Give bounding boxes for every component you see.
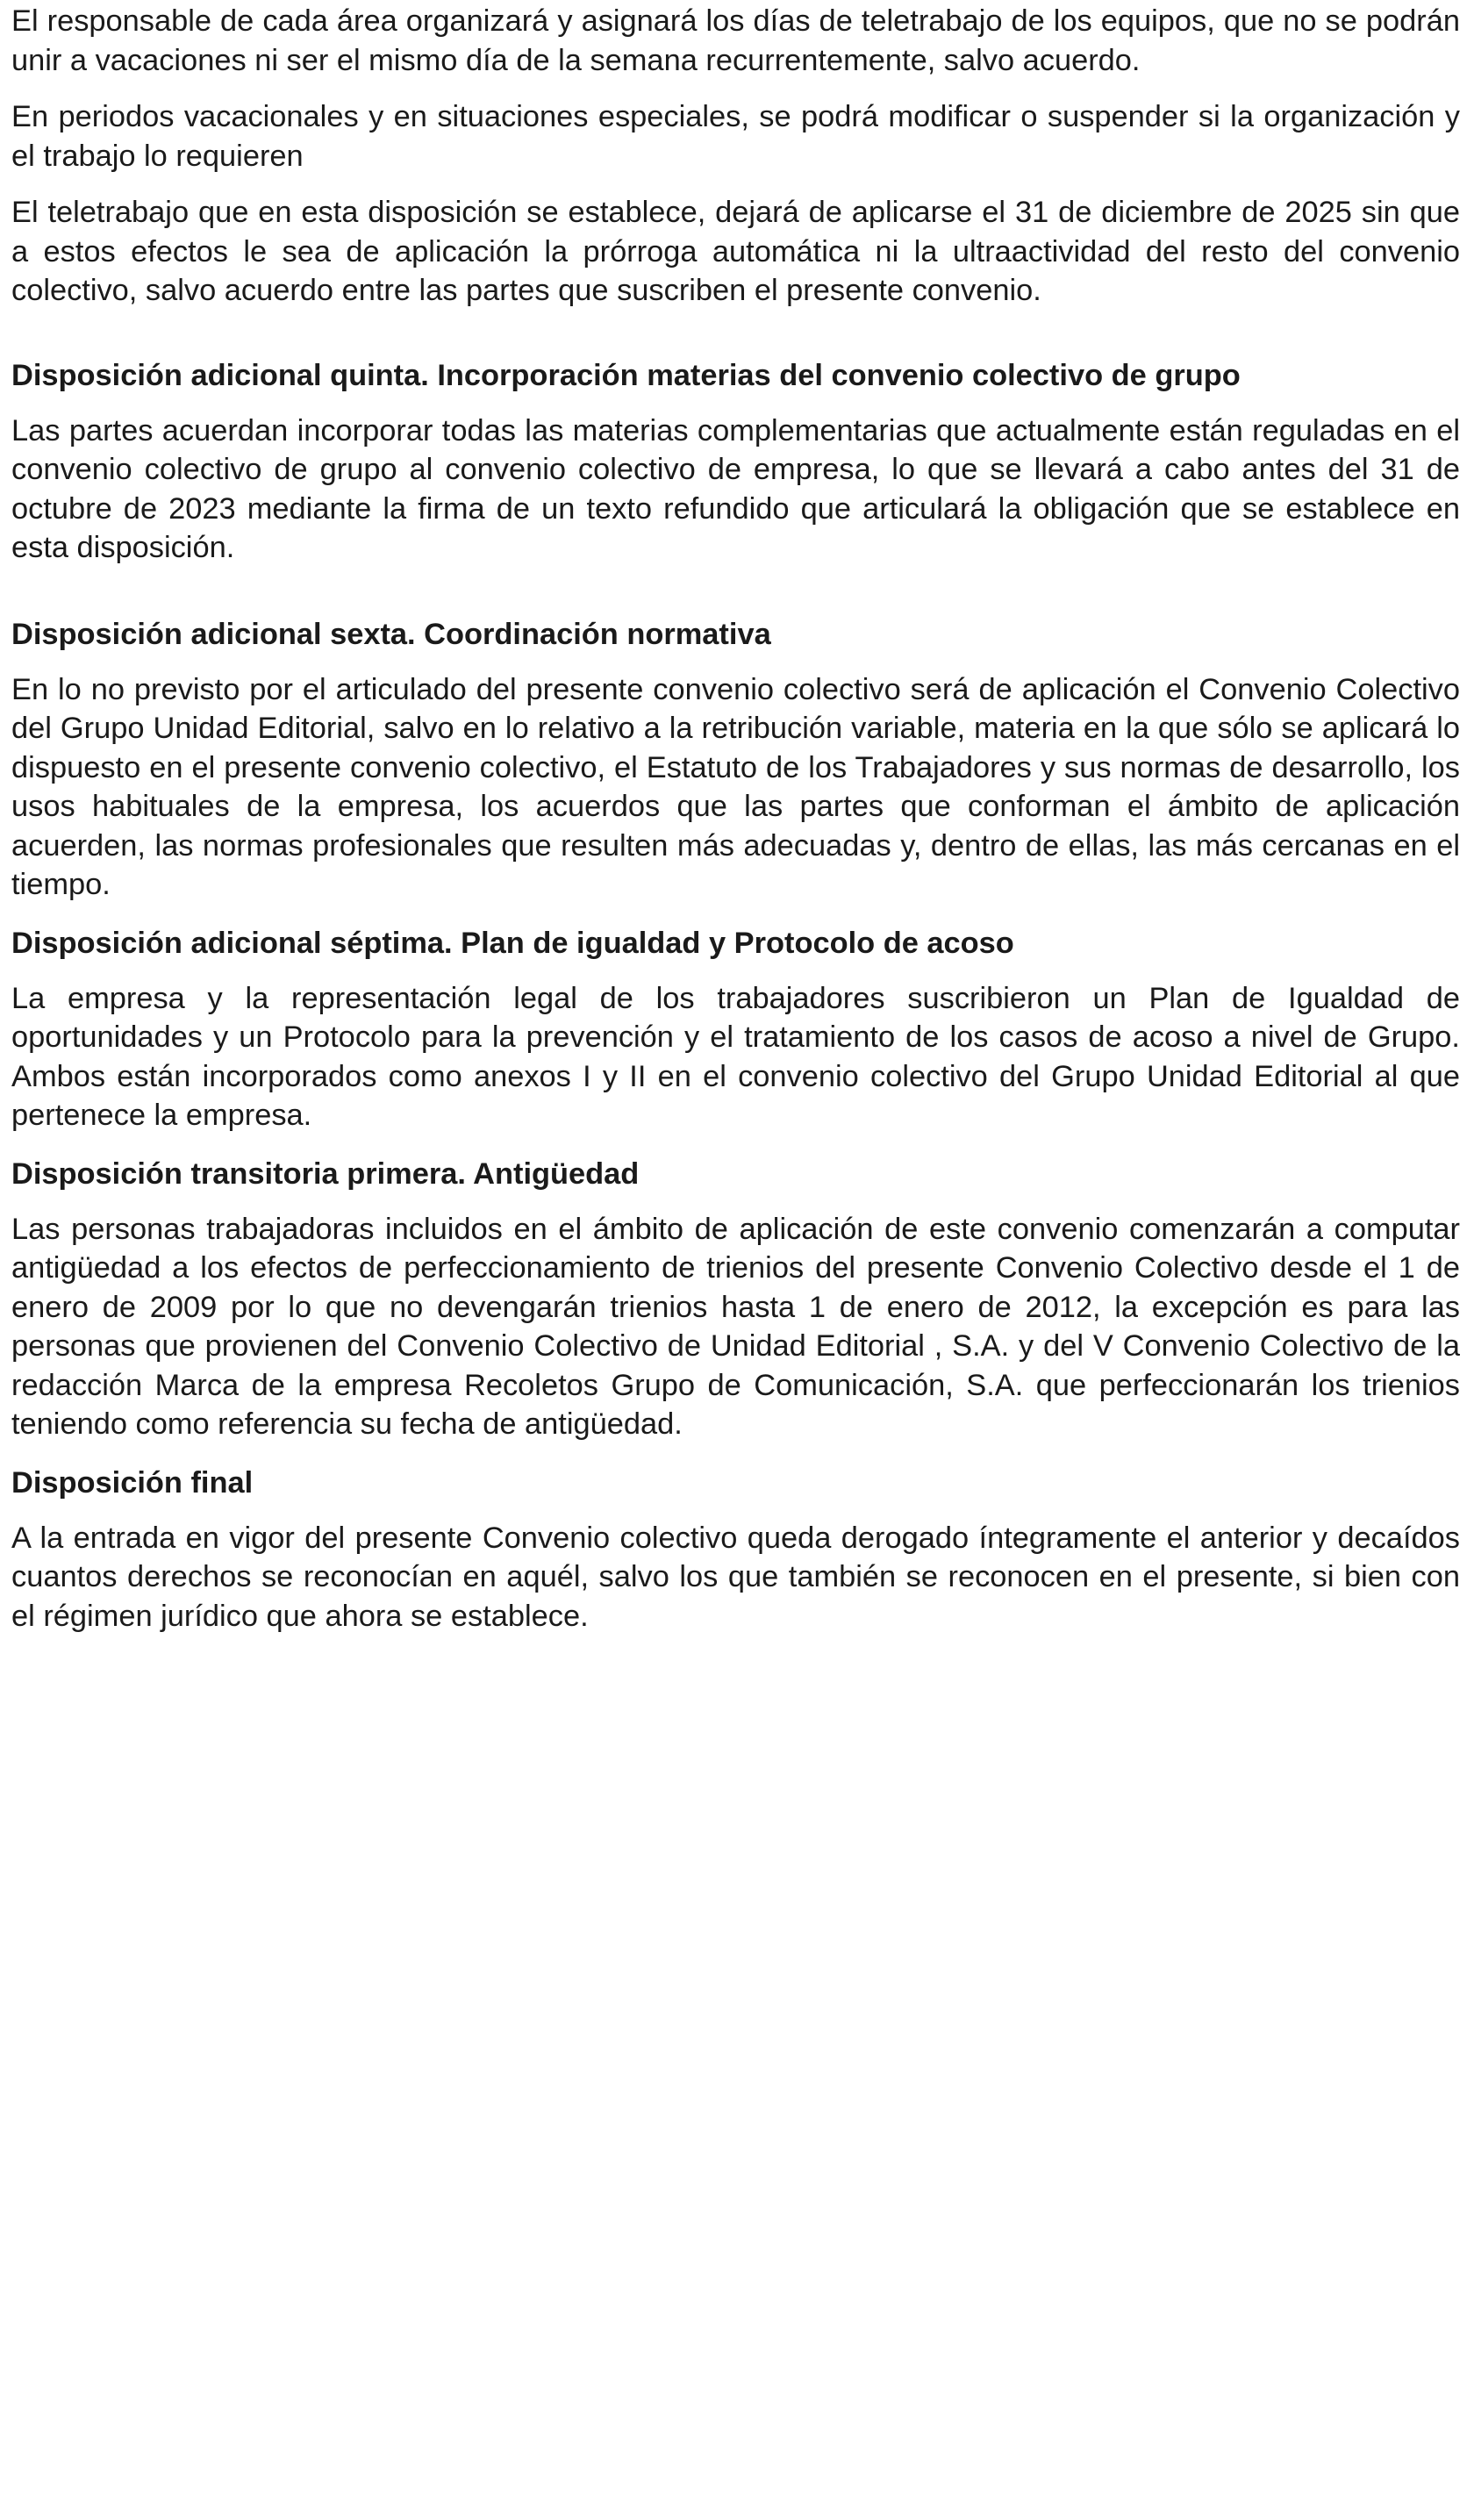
paragraph-antiguedad: Las personas trabajadoras incluidos en el ámbito de aplicación de este convenio comenzarán a computar antigüedad a los efectos de perfeccionamiento de trienios del presente Convenio Colectivo desde el 1 de enero de 2009 por lo que no devengarán trienios hasta 1 de enero de 2012, la excepción es para las personas que provienen del Convenio Colectivo de Unidad Editorial , S.A. y del V Convenio Colectivo de la redacción Marca de la empresa Recoletos Grupo de Comunicación, S.A. que perfeccionarán los trienios teniendo como referencia su fecha de antigüedad. bbox=[11, 1212, 1460, 1441]
paragraph-teletrabajo-organizacion: El responsable de cada área organizará y asignará los días de teletrabajo de los equipos, que no se podrán unir a vacaciones ni ser el mismo día de la semana recurrentemente, salvo acuerdo. bbox=[11, 4, 1460, 77]
heading-disposicion-adicional-septima: Disposición adicional séptima. Plan de igualdad y Protocolo de acoso bbox=[11, 926, 1014, 960]
paragraph-periodos-vacacionales: En periodos vacacionales y en situaciones especiales, se podrá modificar o suspender si la organización y el trabajo lo requieren bbox=[11, 100, 1460, 173]
heading-disposicion-transitoria-primera: Disposición transitoria primera. Antigüedad bbox=[11, 1156, 640, 1191]
paragraph-coordinacion-normativa: En lo no previsto por el articulado del presente convenio colectivo será de aplicación el Convenio Colectivo del Grupo Unidad Editorial, salvo en lo relativo a la retribución variable, materia en la que sólo se aplicará lo dispuesto en el presente convenio colectivo, el Estatuto de los Trabajadores y sus normas de desarrollo, los usos habituales de la empresa, los acuerdos que las partes que conforman el ámbito de aplicación acuerden, las normas profesionales que resulten más adecuadas y, dentro de ellas, las más cercanas en el tiempo. bbox=[11, 672, 1460, 901]
paragraph-incorporacion-materias: Las partes acuerdan incorporar todas las materias complementarias que actualmente están reguladas en el convenio colectivo de grupo al convenio colectivo de empresa, lo que se llevará a cabo antes del 31 de octubre de 2023 mediante la firma de un texto refundido que articulará la obligación que se establece en esta disposición. bbox=[11, 413, 1460, 564]
paragraph-plan-igualdad: La empresa y la representación legal de los trabajadores suscribieron un Plan de Igualdad de oportunidades y un Protocolo para la prevención y el tratamiento de los casos de acoso a nivel de Grupo. Ambos están incorporados como anexos I y II en el convenio colectivo del Grupo Unidad Editorial al que pertenece la empresa. bbox=[11, 981, 1460, 1132]
heading-disposicion-adicional-quinta: Disposición adicional quinta. Incorporación materias del convenio colectivo de grupo bbox=[11, 358, 1241, 392]
paragraph-disposicion-final: A la entrada en vigor del presente Convenio colectivo queda derogado íntegramente el anterior y decaídos cuantos derechos se reconocían en aquél, salvo los que también se reconocen en el presente, si bien con el régimen jurídico que ahora se establece. bbox=[11, 1521, 1460, 1633]
heading-disposicion-adicional-sexta: Disposición adicional sexta. Coordinación normativa bbox=[11, 617, 771, 651]
heading-disposicion-final: Disposición final bbox=[11, 1465, 254, 1500]
paragraph-teletrabajo-vigencia: El teletrabajo que en esta disposición se establece, dejará de aplicarse el 31 de diciembre de 2025 sin que a estos efectos le sea de aplicación la prórroga automática ni la ultraactividad del resto del convenio colectivo, salvo acuerdo entre las partes que suscriben el presente convenio. bbox=[11, 196, 1460, 307]
